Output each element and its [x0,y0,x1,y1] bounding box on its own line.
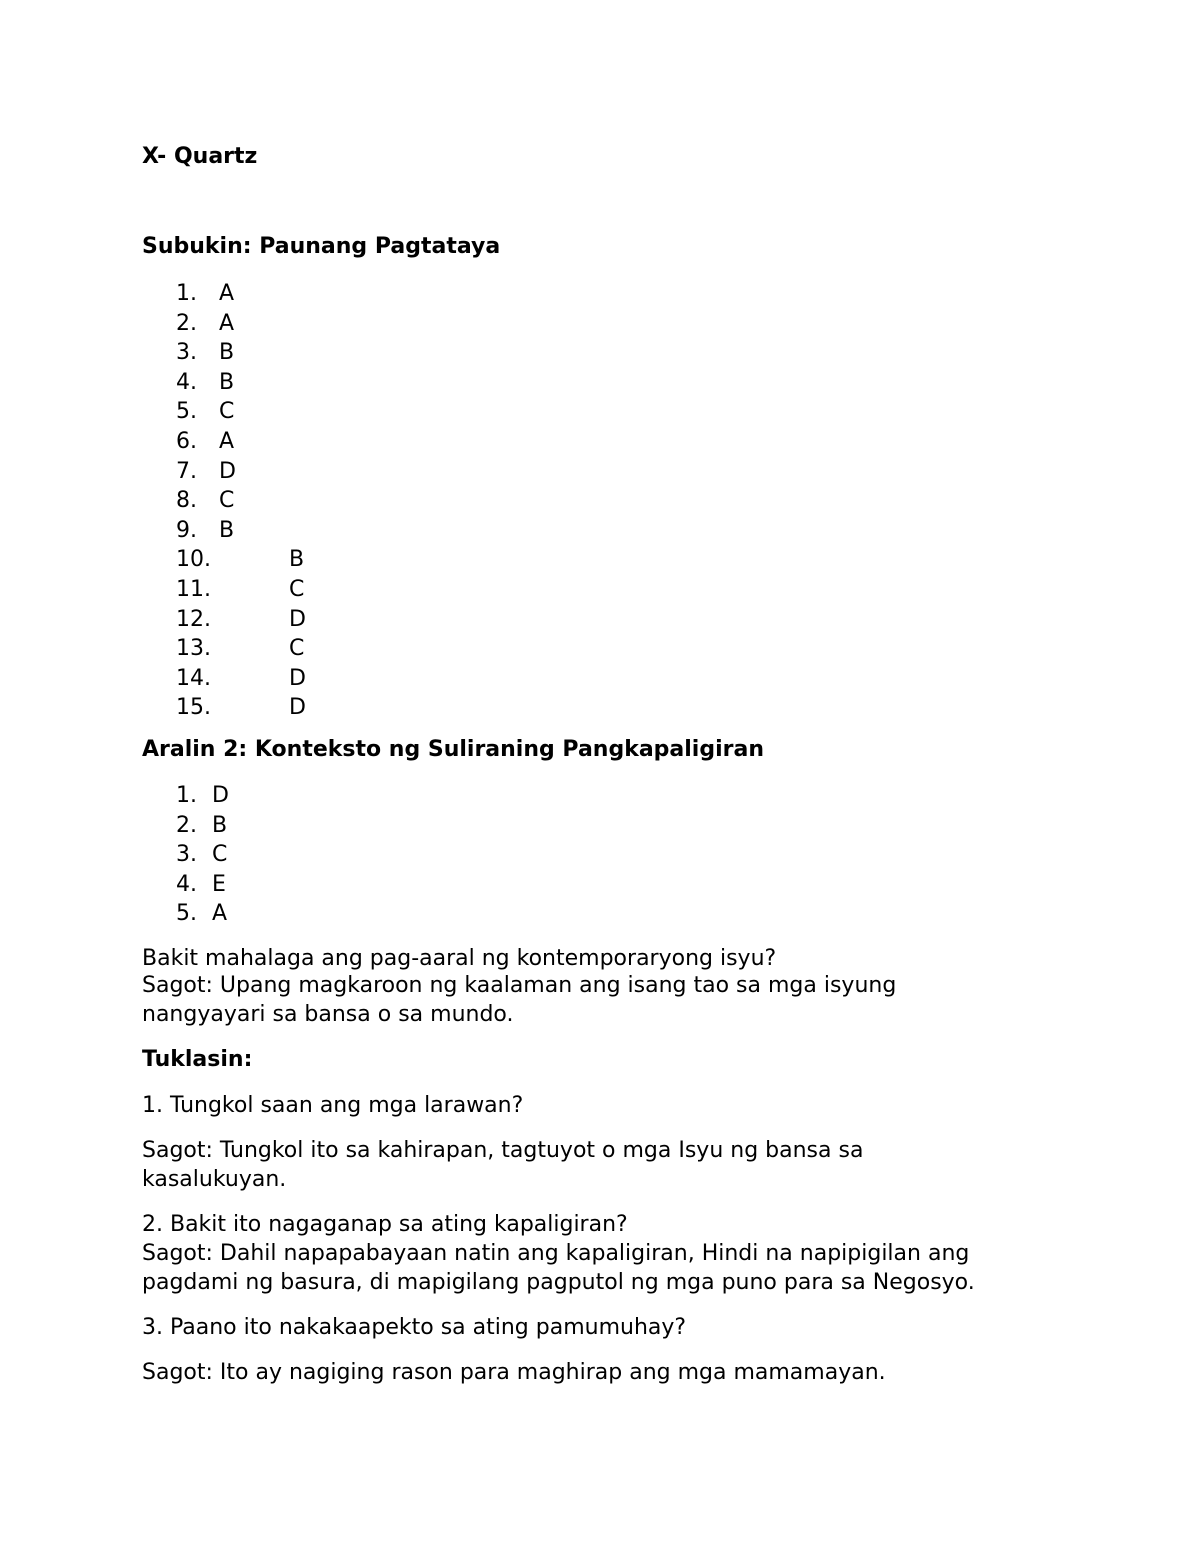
list-item-number: 13. [176,636,211,661]
answer-text-line-1: Sagot: Upang magkaroon ng kaalaman ang isang tao sa mga isyung [142,973,897,998]
list-item-answer: C [289,636,305,661]
question-text: Bakit mahalaga ang pag-aaral ng kontemporaryong isyu? [142,946,777,971]
list-item-number: 4. [176,370,197,395]
section-title-tuklasin: Tuklasin: [142,1047,253,1072]
list-item-number: 9. [176,518,197,543]
answer-text-line-2: nangyayari sa bansa o sa mundo. [142,1002,514,1027]
list-item-answer: D [289,666,306,691]
list-item-number: 2. [176,813,197,838]
list-item-answer: B [212,813,228,838]
list-item-number: 5. [176,399,197,424]
question-3: 3. Paano ito nakakaapekto sa ating pamumuhay? [142,1315,687,1340]
answer-1-line-1: Sagot: Tungkol ito sa kahirapan, tagtuyot o mga Isyu ng bansa sa [142,1138,864,1163]
class-name-heading: X- Quartz [142,144,258,169]
answer-3: Sagot: Ito ay nagiging rason para maghirap ang mga mamamayan. [142,1360,886,1385]
list-item-number: 1. [176,281,197,306]
list-item-answer: D [289,695,306,720]
answer-1-line-2: kasalukuyan. [142,1167,287,1192]
question-1: 1. Tungkol saan ang mga larawan? [142,1093,524,1118]
list-item-number: 11. [176,577,211,602]
list-item-number: 6. [176,429,197,454]
list-item-number: 3. [176,842,197,867]
list-item-number: 10. [176,547,211,572]
list-item-answer: A [212,901,228,926]
answer-2-line-2: pagdami ng basura, di mapigilang pagputol ng mga puno para sa Negosyo. [142,1270,975,1295]
list-item-answer: B [289,547,305,572]
list-item-number: 1. [176,783,197,808]
list-item-number: 5. [176,901,197,926]
list-item-answer: C [289,577,305,602]
list-item-number: 12. [176,607,211,632]
list-item-answer: A [219,311,235,336]
list-item-number: 14. [176,666,211,691]
list-item-number: 2. [176,311,197,336]
list-item-answer: C [219,399,235,424]
list-item-number: 4. [176,872,197,897]
list-item-answer: D [219,459,236,484]
list-item-number: 8. [176,488,197,513]
list-item-number: 3. [176,340,197,365]
section-title-subukin: Subukin: Paunang Pagtataya [142,234,501,259]
list-item-answer: A [219,281,235,306]
list-item-answer: E [212,872,226,897]
list-item-number: 15. [176,695,211,720]
list-item-answer: C [212,842,228,867]
list-item-answer: B [219,340,235,365]
section-title-aralin-2: Aralin 2: Konteksto ng Suliraning Pangkapaligiran [142,737,764,762]
list-item-number: 7. [176,459,197,484]
list-item-answer: C [219,488,235,513]
list-item-answer: D [289,607,306,632]
list-item-answer: B [219,370,235,395]
answer-2-line-1: Sagot: Dahil napapabayaan natin ang kapaligiran, Hindi na napipigilan ang [142,1241,970,1266]
question-2: 2. Bakit ito nagaganap sa ating kapaligiran? [142,1212,628,1237]
list-item-answer: B [219,518,235,543]
list-item-answer: D [212,783,229,808]
list-item-answer: A [219,429,235,454]
